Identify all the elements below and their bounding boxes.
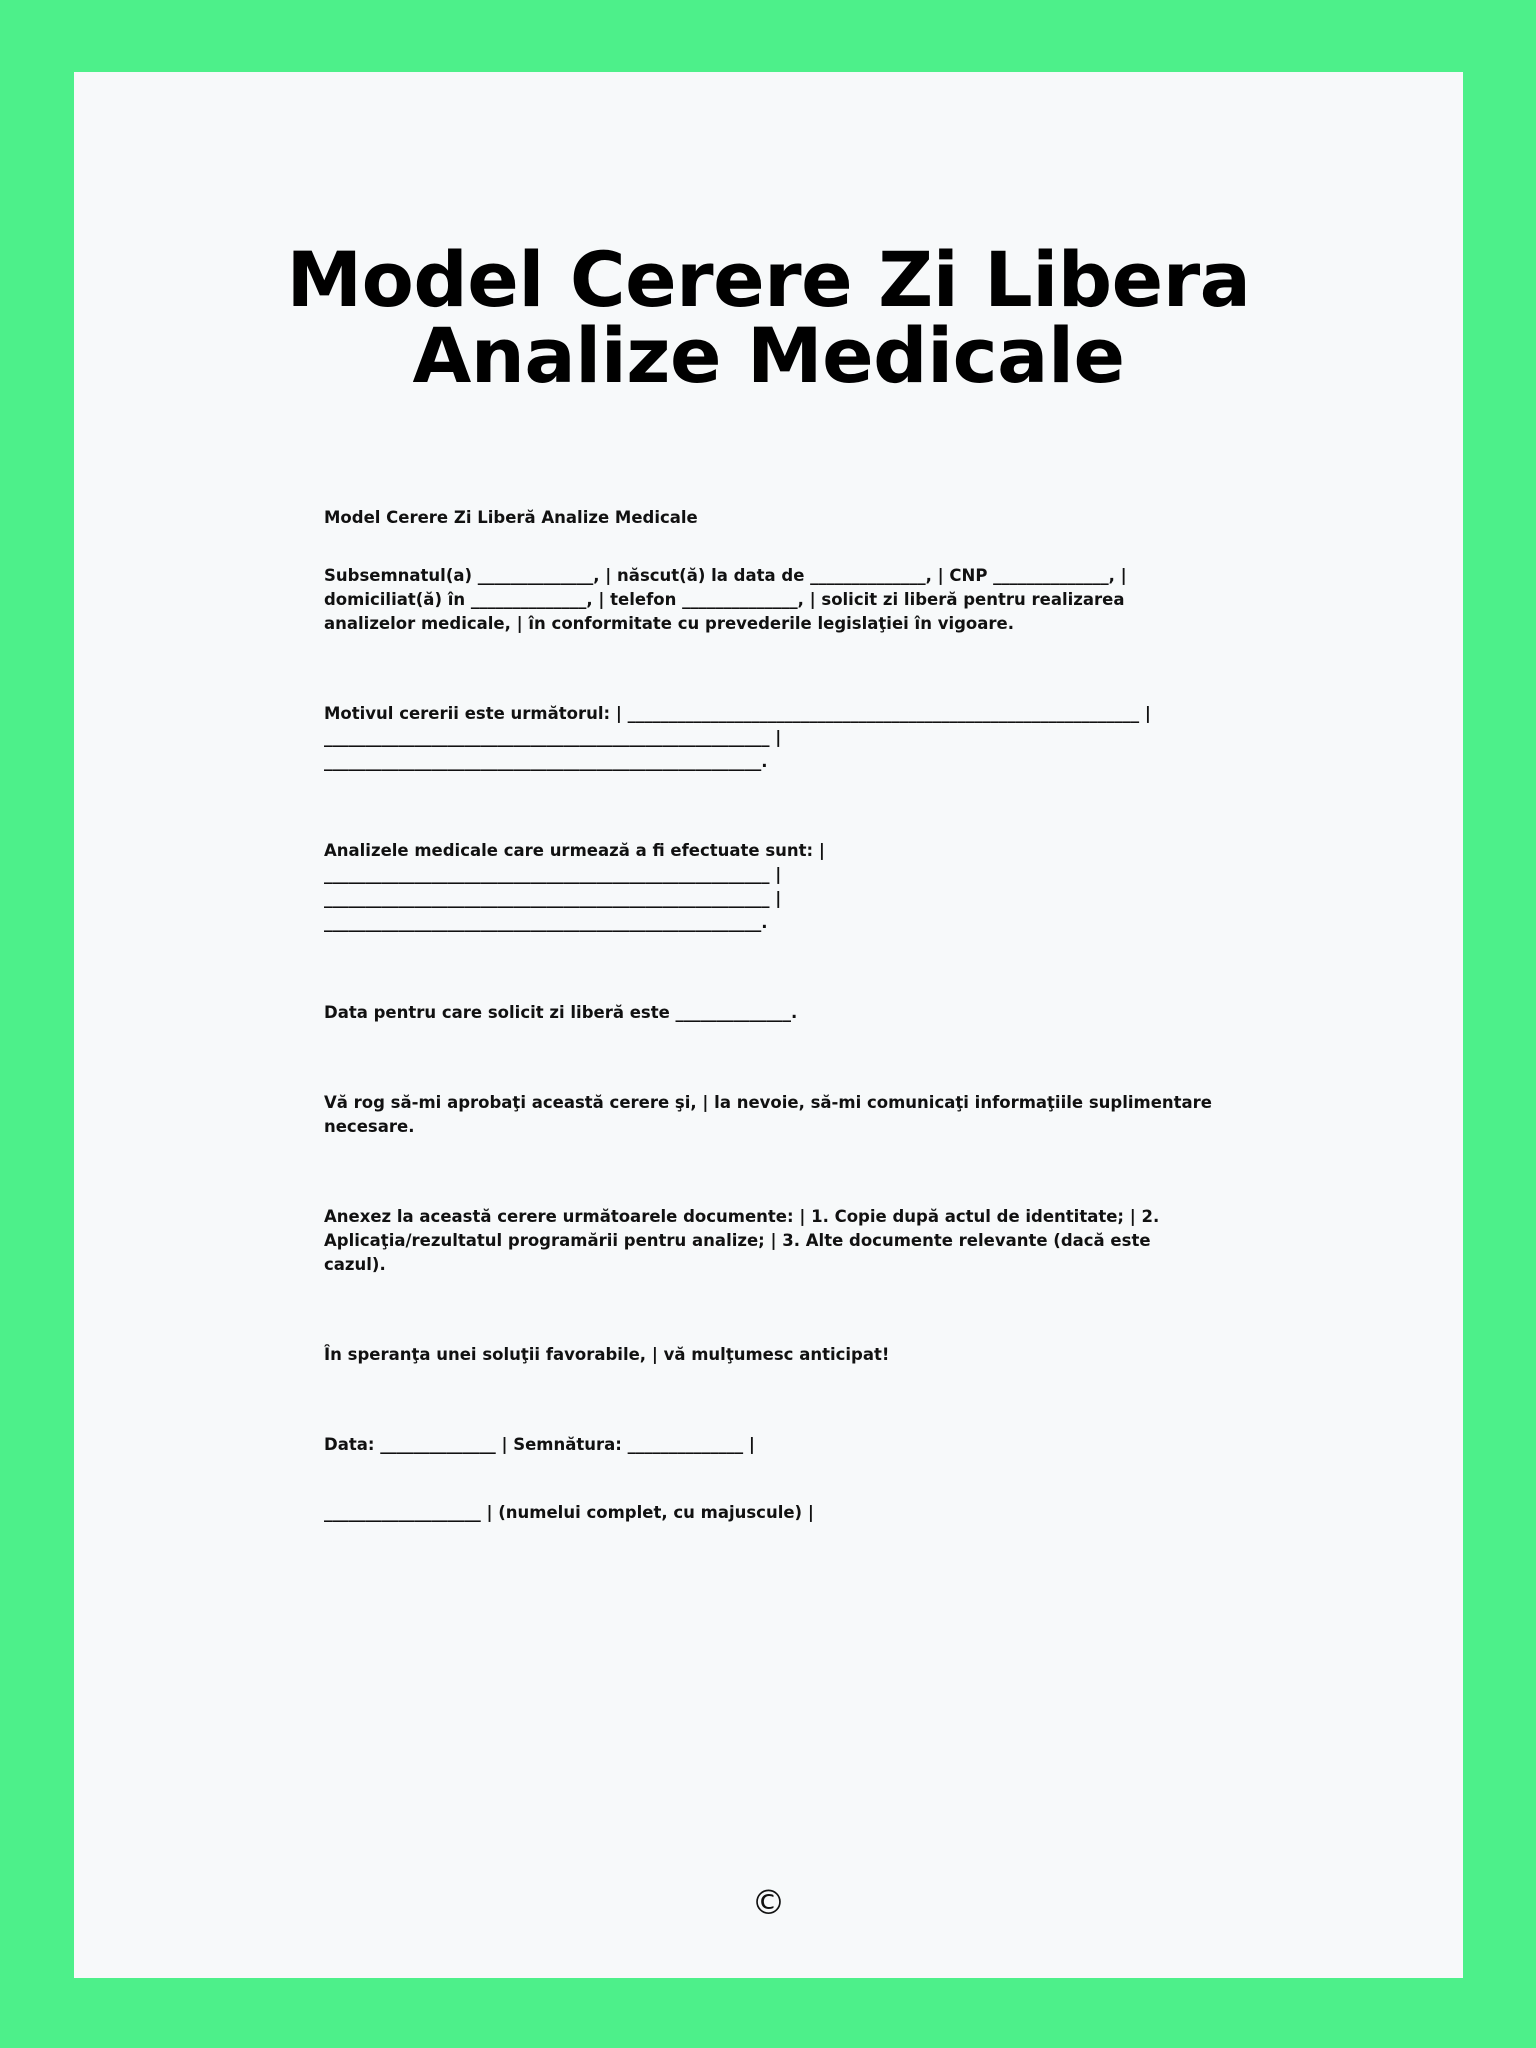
paragraph-motiv: Motivul cererii este următorul: | ______________________________________________________________ | ______________________________________________________ | _____________________________________________________. <box>324 703 1151 771</box>
page-title: Model Cerere Zi Libera Analize Medicale <box>286 235 1251 400</box>
document-page <box>74 72 1463 1978</box>
paragraph-aprobare: Vă rog să-mi aprobaţi această cerere şi, | la nevoie, să-mi comunicaţi informaţiile suplimentare necesare. <box>324 1093 1213 1136</box>
paragraph-data-solicitata: Data pentru care solicit zi liberă este ______________. <box>324 1003 798 1023</box>
paragraph-nume-complet: ___________________ | (numelui complet, cu majuscule) | <box>324 1502 814 1522</box>
footer <box>74 1883 1463 1923</box>
copyright-icon: © <box>751 1883 786 1923</box>
paragraph-data-semnatura: Data: ______________ | Semnătura: ______________ | <box>324 1434 755 1454</box>
document-body <box>74 506 1463 1524</box>
paragraph-intro: Subsemnatul(a) ______________, | născut(ă) la data de ______________, | CNP ______________, | domiciliat(ă) în ______________, | telefon ______________, | solicit zi liberă pentru realizarea analizelor medicale, | în conformitate cu prevederile legislaţiei în vigoare. <box>324 565 1127 633</box>
paragraph-analize: Analizele medicale care urmează a fi efectuate sunt: | ______________________________________________________ | ______________________________________________________ | _____________________________________________________. <box>324 841 825 933</box>
document-heading: Model Cerere Zi Liberă Analize Medicale <box>324 508 698 527</box>
paragraph-anexe: Anexez la această cerere următoarele documente: | 1. Copie după actul de identitate; | 2. Aplicaţia/rezultatul programării pentru analize; | 3. Alte documente relevante (dacă este cazul). <box>324 1206 1160 1274</box>
paragraph-incheiere: În speranţa unei soluţii favorabile, | vă mulţumesc anticipat! <box>324 1344 890 1364</box>
